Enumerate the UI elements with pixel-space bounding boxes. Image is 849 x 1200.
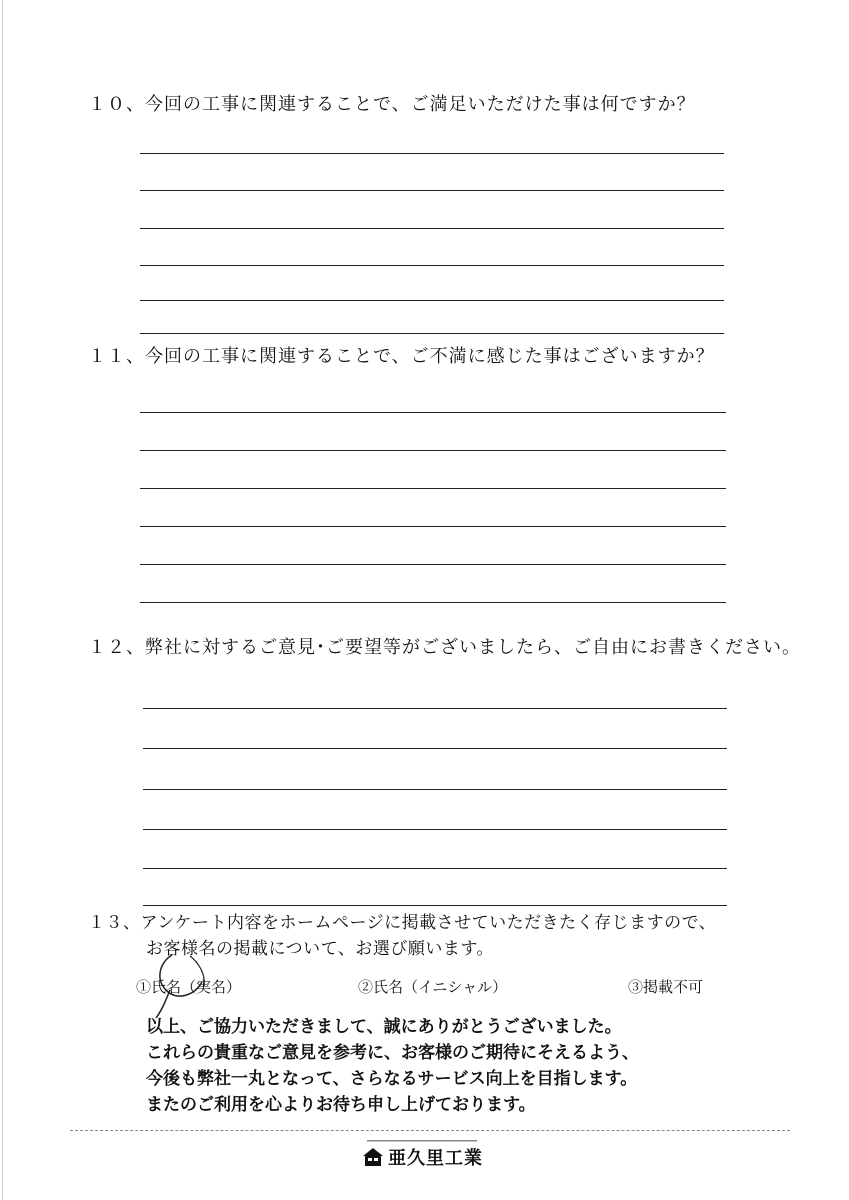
answer-line[interactable] <box>143 789 727 790</box>
answer-line[interactable] <box>143 829 727 830</box>
answer-line[interactable] <box>140 564 726 565</box>
answer-line[interactable] <box>143 905 727 906</box>
answer-line[interactable] <box>140 602 726 603</box>
closing-line: これらの貴重なご意見を参考に、お客様のご期待にそえるよう、 <box>146 1043 639 1063</box>
answer-line[interactable] <box>140 488 726 489</box>
option-real-name[interactable]: ①氏名（実名） <box>136 978 242 996</box>
scan-margin-line <box>2 0 3 1200</box>
answer-line[interactable] <box>140 450 726 451</box>
answer-line[interactable] <box>140 153 724 154</box>
closing-line: 今後も弊社一丸となって、さらなるサービス向上を目指します。 <box>146 1069 638 1089</box>
question-12-title: １２、弊社に対するご意見･ご要望等がございましたら、ご自由にお書きください。 <box>88 637 801 658</box>
answer-line[interactable] <box>140 300 724 301</box>
answer-line[interactable] <box>143 708 727 709</box>
question-13-title: １３、アンケート内容をホームページに掲載させていただきたく存じますので、 <box>88 913 717 933</box>
answer-line[interactable] <box>140 412 726 413</box>
question-11-title: １１、今回の工事に関連することで、ご不満に感じた事はございますか？ <box>88 346 715 367</box>
answer-line[interactable] <box>143 748 727 749</box>
question-10-title: １０、今回の工事に関連することで、ご満足いただけた事は何ですか？ <box>88 94 696 115</box>
option-no-publish[interactable]: ③掲載不可 <box>628 978 704 996</box>
footer-divider <box>70 1130 790 1131</box>
question-13-subtitle: お客様名の掲載について、お選び願います。 <box>146 939 494 959</box>
closing-message <box>146 1014 639 1118</box>
answer-line[interactable] <box>140 228 724 229</box>
company-name: 亜久里工業 <box>388 1148 483 1169</box>
answer-line[interactable] <box>140 526 726 527</box>
answer-line[interactable] <box>143 868 727 869</box>
handwritten-circle-mark <box>150 952 210 1022</box>
answer-line[interactable] <box>140 333 724 334</box>
house-logo-icon <box>362 1147 384 1167</box>
closing-line: 以上、ご協力いただきまして、誠にありがとうございました。 <box>146 1017 622 1037</box>
company-logo <box>362 1145 483 1169</box>
answer-line[interactable] <box>140 265 724 266</box>
option-initials[interactable]: ②氏名（イニシャル） <box>358 978 508 996</box>
closing-line: またのご利用を心よりお待ち申し上げております。 <box>146 1095 536 1115</box>
answer-line[interactable] <box>140 190 724 191</box>
